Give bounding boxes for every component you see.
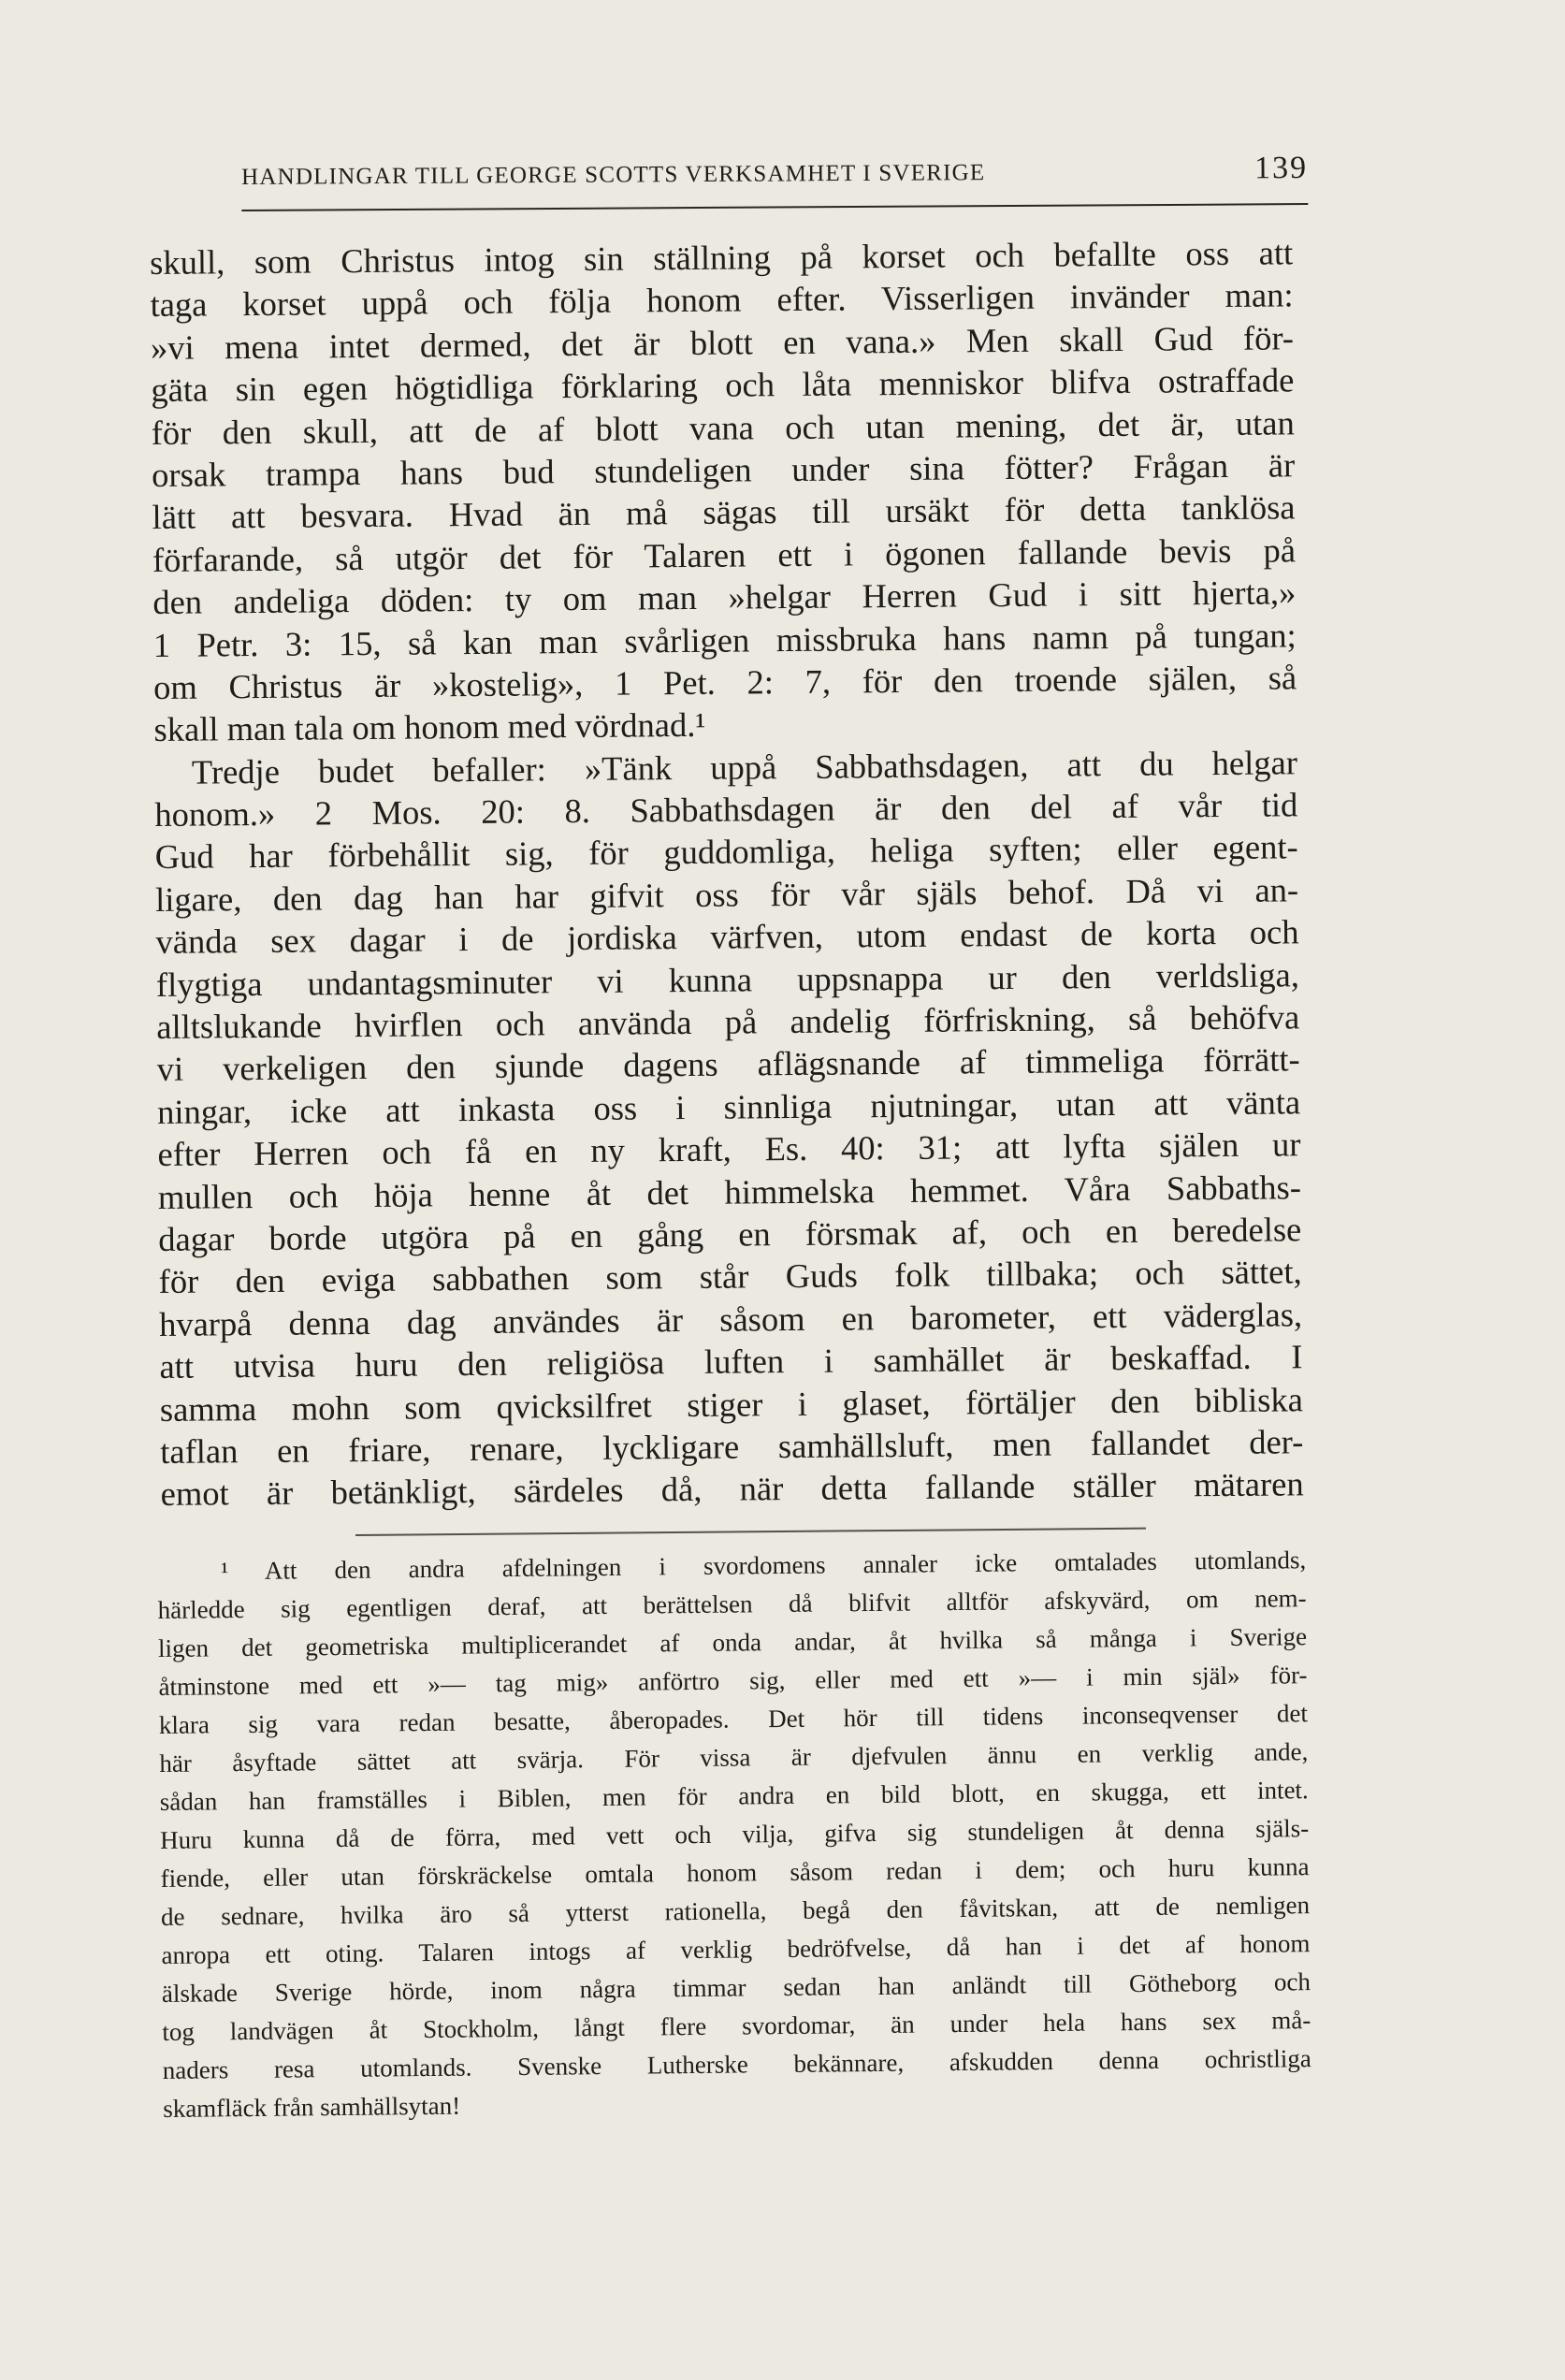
header-rule xyxy=(241,203,1308,211)
body-line: skall man tala om honom med vördnad.¹ xyxy=(153,705,706,749)
footnote-line: de sednare, hvilka äro så ytterst rationella, begå den fåvitskan, att de nemligen xyxy=(160,1891,1311,1931)
body-line: taflan en friare, renare, lyckligare samhällsluft, men fallandet der- xyxy=(160,1422,1304,1471)
body-line: skull, som Christus intog sin ställning på korset och befallte oss att xyxy=(150,233,1294,282)
footnote-line: ligen det geometriska multiplicerandet af onda andar, åt hvilka så många i Sverige xyxy=(157,1622,1308,1662)
body-line: ligare, den dag han har gifvit oss för vår själs behof. Då vi an- xyxy=(154,870,1299,919)
body-line: ningar, icke att inkasta oss i sinnliga njutningar, utan att vänta xyxy=(156,1082,1301,1131)
footnote-line: älskade Sverige hörde, inom några timmar sedan han anländt till Götheborg och xyxy=(161,1967,1311,2008)
footnote-line: ¹ Att den andra afdelningen i svordomens annaler icke omtalades utomlands, xyxy=(221,1546,1307,1586)
body-line: om Christus är »kostelig», 1 Pet. 2: 7, för den troende själen, så xyxy=(152,658,1297,706)
footnote-line: skamfläck från samhällsytan! xyxy=(163,2091,461,2123)
body-line: att utvisa huru den religiösa luften i samhället är beskaffad. I xyxy=(159,1337,1303,1386)
footnote-line: klara sig vara redan besatte, åberopades. Det hör till tidens inconseqvenser det xyxy=(158,1699,1309,1739)
body-line: förfarande, så utgör det för Talaren ett i ögonen fallande bevis på xyxy=(152,530,1297,579)
body-line: för den skull, att de af blott vana och utan mening, det är, utan xyxy=(151,402,1295,452)
body-line: dagar borde utgöra på en gång en försmak af, och en beredelse xyxy=(158,1210,1302,1258)
body-line: »vi mena intet dermed, det är blott en vana.» Men skall Gud för- xyxy=(150,318,1295,367)
footnote-rule xyxy=(355,1528,1146,1536)
body-line: Gud har förbehållit sig, för guddomliga, heliga syften; eller egent- xyxy=(154,827,1298,877)
body-line: hvarpå denna dag användes är såsom en barometer, ett väderglas, xyxy=(158,1295,1303,1343)
footnote-line: här åsyftade sättet att svärja. För vissa är djefvulen ännu en verklig ande, xyxy=(159,1737,1309,1778)
page-number: 139 xyxy=(1253,151,1309,186)
body-line: honom.» 2 Mos. 20: 8. Sabbathsdagen är den del af vår tid xyxy=(154,785,1298,834)
body-line: efter Herren och få en ny kraft, Es. 40: 31; att lyfta själen ur xyxy=(157,1125,1301,1174)
body-line: Tredje budet befaller: »Tänk uppå Sabbathsdagen, att du helgar xyxy=(191,743,1298,791)
body-line: flygtiga undantagsminuter vi kunna uppsnappa ur den verldsliga, xyxy=(155,954,1300,1004)
body-line: taga korset uppå och följa honom efter. Visserligen invänder man: xyxy=(150,275,1294,325)
body-line: för den eviga sabbathen som står Guds folk tillbaka; och sättet, xyxy=(158,1252,1302,1301)
footnote-line: Huru kunna då de förra, med vett och vilja, gifva sig stundeligen åt denna själs- xyxy=(160,1814,1310,1854)
footnote-line: anropa ett oting. Talaren intogs af verklig bedröfvelse, då han i det af honom xyxy=(161,1929,1311,1969)
body-line: lätt att besvara. Hvad än må sägas till ursäkt för detta tanklösa xyxy=(152,487,1296,537)
body-line: vi verkeligen den sjunde dagens aflägsnande af timmeliga förrätt- xyxy=(156,1039,1300,1089)
body-line: samma mohn som qvicksilfret stiger i glaset, förtäljer den bibliska xyxy=(159,1379,1304,1429)
body-line: mullen och höja henne åt det himmelska hemmet. Våra Sabbaths- xyxy=(157,1167,1302,1216)
body-line: 1 Petr. 3: 15, så kan man svårligen missbruka hans namn på tungan; xyxy=(152,615,1297,664)
footnotes xyxy=(157,1541,1311,2128)
body-line: alltslukande hvirflen och använda på andelig förfriskning, så behöfva xyxy=(156,997,1300,1046)
footnote-line: åtminstone med ett »— tag mig» anförtro sig, eller med ett »— i min själ» för- xyxy=(158,1661,1308,1701)
footnote-line: härledde sig egentligen deraf, att berättelsen då blifvit alltför afskyvärd, om nem- xyxy=(157,1584,1307,1624)
body-line: orsak trampa hans bud stundeligen under sina fötter? Frågan är xyxy=(151,445,1296,494)
footnote-line: sådan han framställes i Biblen, men för andra en bild blott, en skugga, ett intet. xyxy=(159,1776,1309,1816)
body-line: vända sex dagar i de jordiska värfven, utom endast de korta och xyxy=(155,912,1299,962)
footnote-line: tog landvägen åt Stockholm, långt flere svordomar, än under hela hans sex må- xyxy=(162,2006,1311,2046)
body-text xyxy=(150,231,1304,1515)
running-head: HANDLINGAR TILL GEORGE SCOTTS VERKSAMHET I SVERIGE xyxy=(241,160,986,190)
body-line: gäta sin egen högtidliga förklaring och låta menniskor blifva ostraffade xyxy=(151,360,1295,410)
page-header xyxy=(241,151,1308,213)
body-line: den andeliga döden: ty om man »helgar Herren Gud i sitt hjerta,» xyxy=(152,573,1297,622)
footnote-line: fiende, eller utan förskräckelse omtala honom såsom redan i dem; och huru kunna xyxy=(160,1852,1310,1893)
body-line: emot är betänkligt, särdeles då, när detta fallande ställer mätaren xyxy=(160,1464,1304,1514)
footnote-line: naders resa utomlands. Svenske Lutherske bekännare, afskudden denna ochristliga xyxy=(162,2044,1311,2084)
